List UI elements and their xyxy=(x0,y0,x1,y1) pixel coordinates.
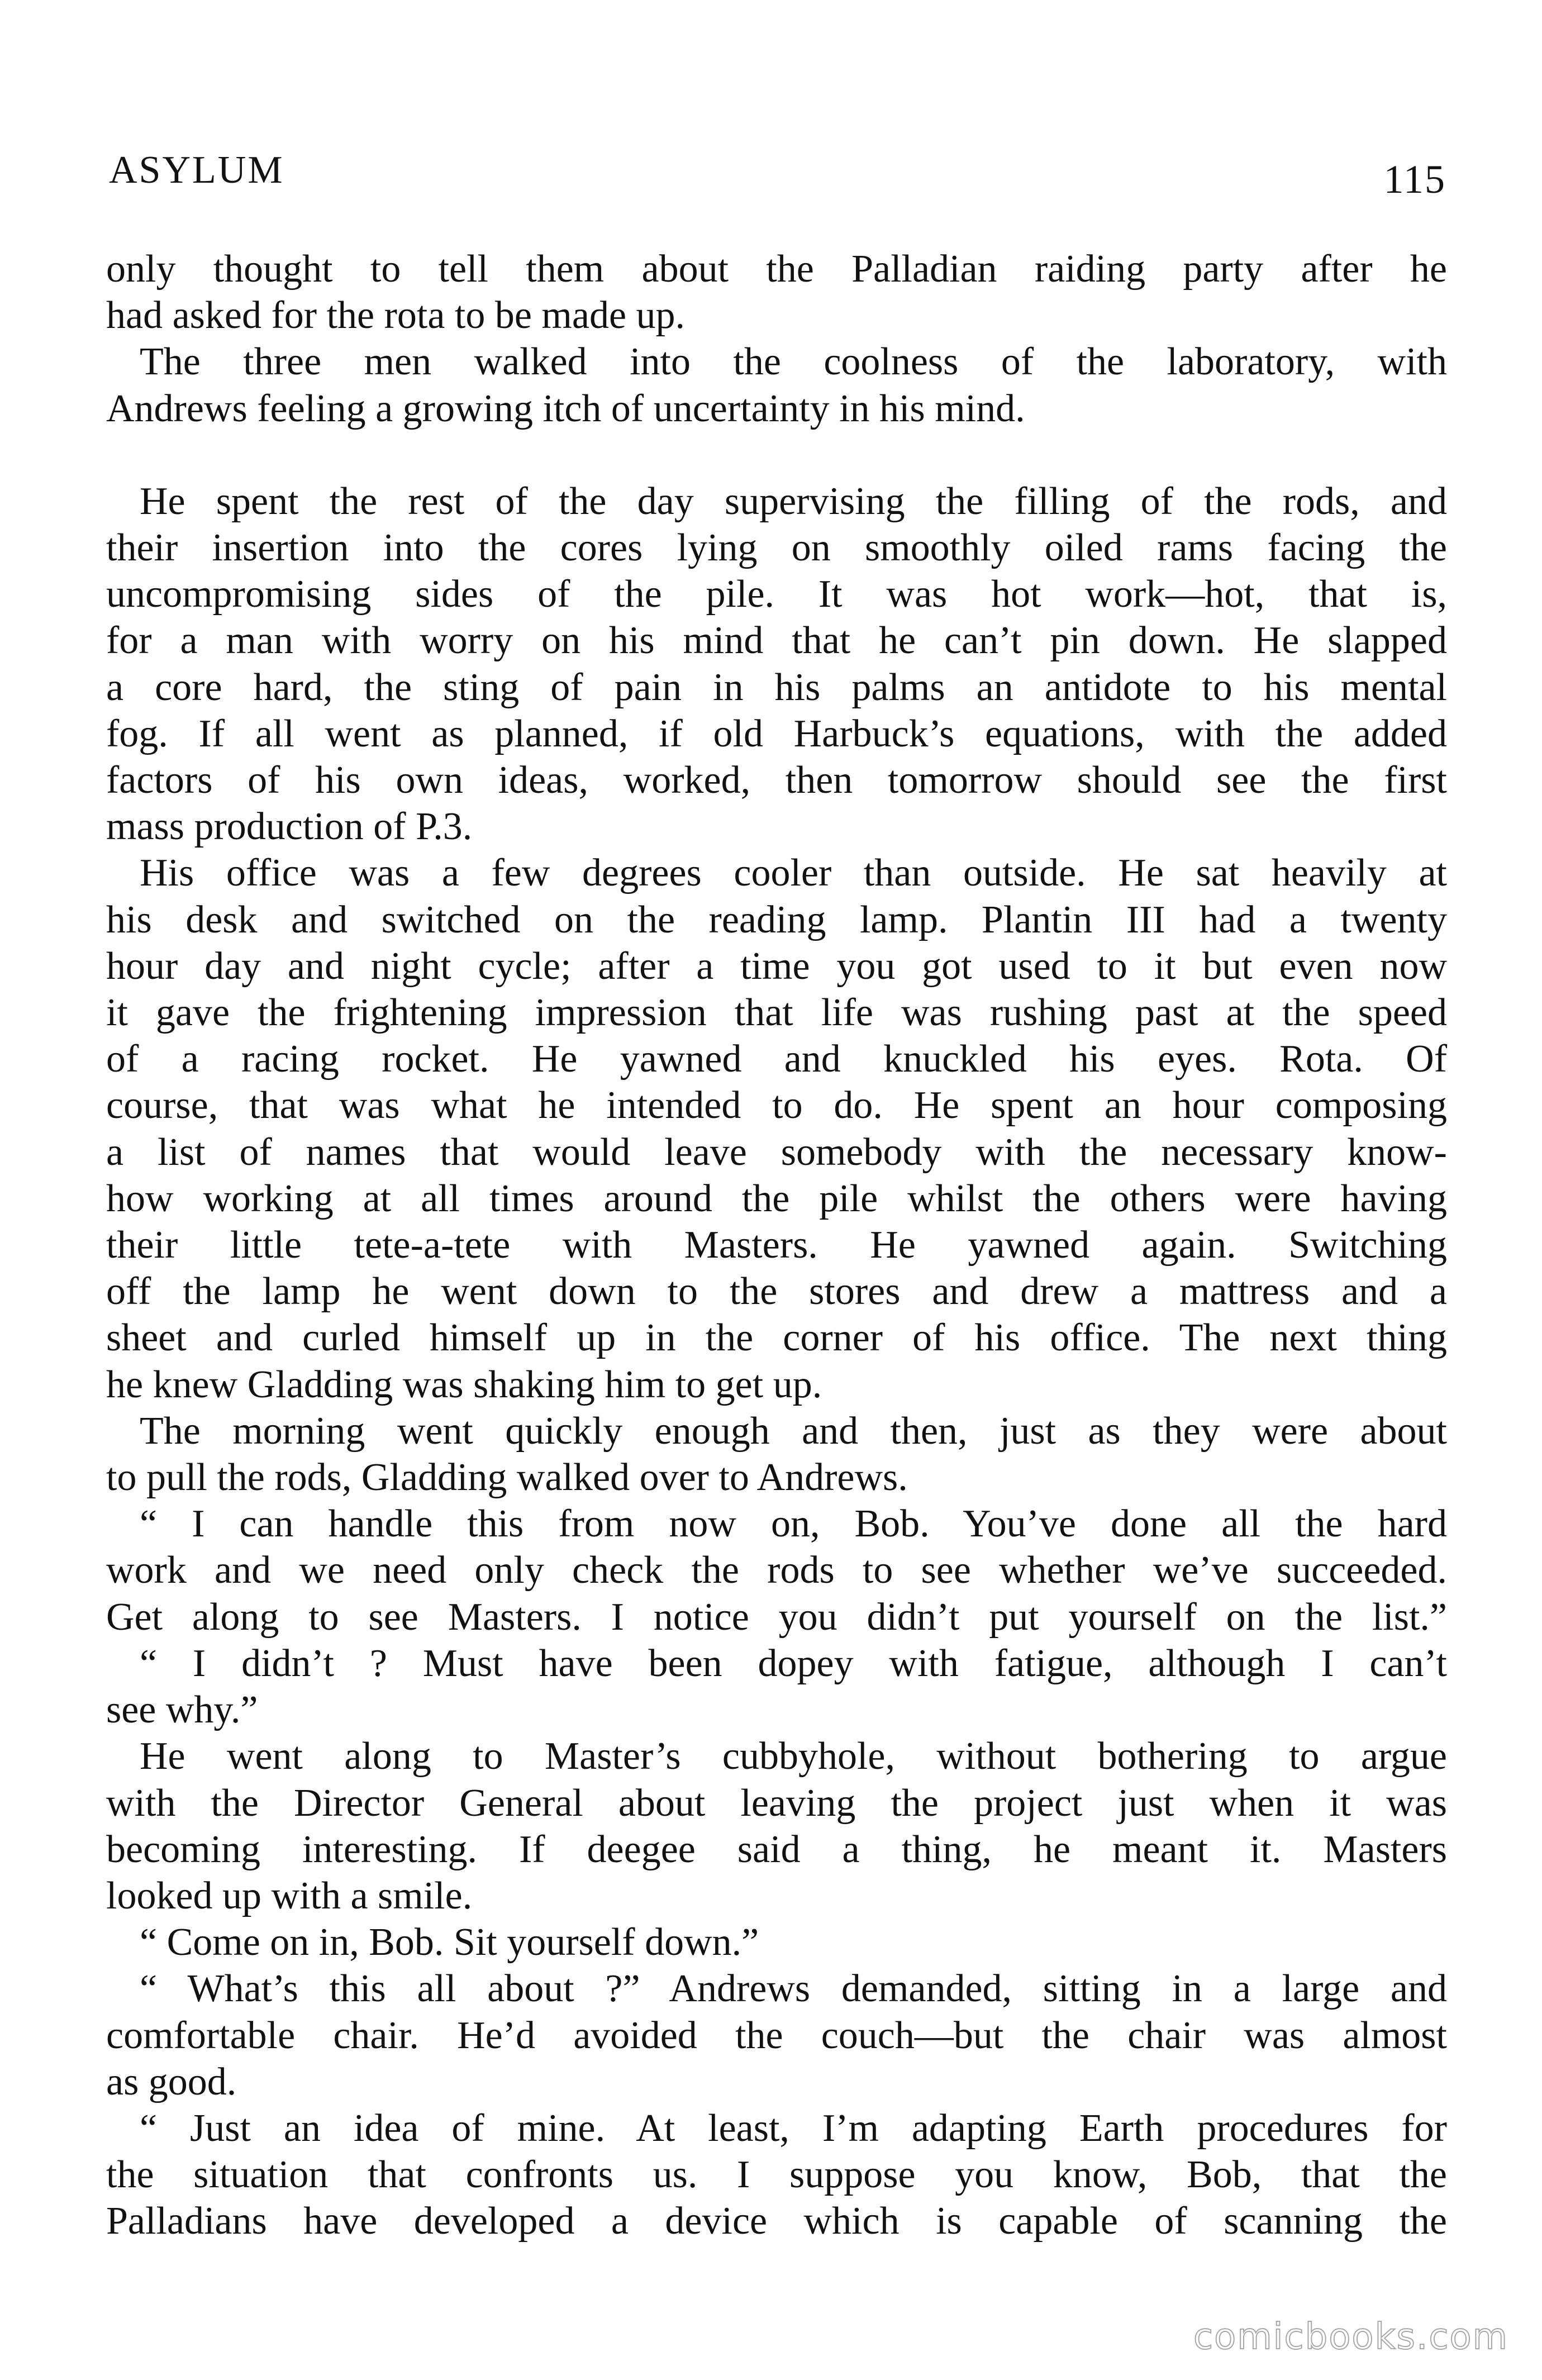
watermark: comicbooks.com xyxy=(1193,2316,1508,2358)
paragraph-line: sheet and curled himself up in the corner of his office. The next thing xyxy=(106,1316,1447,1360)
paragraph-line: factors of his own ideas, worked, then tomorrow should see the first xyxy=(106,759,1447,802)
paragraph-line: “ What’s this all about ?” Andrews demanded, sitting in a large and xyxy=(140,1967,1447,2011)
page-number: 115 xyxy=(1383,157,1446,202)
paragraph-line: off the lamp he went down to the stores and drew a mattress and a xyxy=(106,1270,1447,1313)
paragraph-line: with the Director General about leaving the project just when it was xyxy=(106,1781,1447,1825)
paragraph-line: “ Come on in, Bob. Sit yourself down.” xyxy=(140,1921,759,1964)
running-head: ASYLUM xyxy=(109,149,284,192)
paragraph-line: Get along to see Masters. I notice you didn’t put yourself on the list.” xyxy=(106,1595,1447,1639)
paragraph-line: “ I can handle this from now on, Bob. You’ve done all the hard xyxy=(140,1502,1447,1546)
paragraph-line: mass production of P.3. xyxy=(106,805,473,849)
paragraph-line: their insertion into the cores lying on smoothly oiled rams facing the xyxy=(106,526,1447,570)
paragraph-line: only thought to tell them about the Palladian raiding party after he xyxy=(106,247,1447,291)
paragraph-line: “ I didn’t ? Must have been dopey with fatigue, although I can’t xyxy=(140,1641,1447,1685)
paragraph-line: to pull the rods, Gladding walked over to Andrews. xyxy=(106,1456,908,1500)
paragraph-line: he knew Gladding was shaking him to get up. xyxy=(106,1363,822,1406)
paragraph-line: his desk and switched on the reading lamp. Plantin III had a twenty xyxy=(106,898,1447,941)
paragraph-line: hour day and night cycle; after a time you got used to it but even now xyxy=(106,944,1447,988)
paragraph-line: Andrews feeling a growing itch of uncertainty in his mind. xyxy=(106,387,1025,430)
paragraph-line: He spent the rest of the day supervising the filling of the rods, and xyxy=(140,479,1447,523)
paragraph-line: Palladians have developed a device which is capable of scanning the xyxy=(106,2200,1447,2243)
paragraph-line: a list of names that would leave somebody with the necessary know- xyxy=(106,1130,1447,1174)
paragraph-line: their little tete-a-tete with Masters. He yawned again. Switching xyxy=(106,1224,1447,1267)
paragraph-line: how working at all times around the pile whilst the others were having xyxy=(106,1177,1447,1220)
paragraph-line: fog. If all went as planned, if old Harbuck’s equations, with the added xyxy=(106,712,1447,755)
paragraph-line: of a racing rocket. He yawned and knuckled his eyes. Rota. Of xyxy=(106,1037,1447,1081)
paragraph-line: work and we need only check the rods to see whether we’ve succeeded. xyxy=(106,1549,1447,1592)
paragraph-line: had asked for the rota to be made up. xyxy=(106,294,686,337)
paragraph-line: uncompromising sides of the pile. It was hot work—hot, that is, xyxy=(106,573,1447,616)
paragraph-line: as good. xyxy=(106,2060,237,2103)
paragraph-line: course, that was what he intended to do. He spent an hour composing xyxy=(106,1084,1447,1127)
paragraph-line: The three men walked into the coolness of the laboratory, with xyxy=(140,340,1447,384)
paragraph-line: His office was a few degrees cooler than outside. He sat heavily at xyxy=(140,851,1447,895)
paragraph-line: for a man with worry on his mind that he can’t pin down. He slapped xyxy=(106,619,1447,663)
paragraph-line: The morning went quickly enough and then, just as they were about xyxy=(140,1409,1447,1453)
paragraph-line: becoming interesting. If deegee said a thing, he meant it. Masters xyxy=(106,1827,1447,1871)
paragraph-line: “ Just an idea of mine. At least, I’m adapting Earth procedures for xyxy=(140,2106,1447,2150)
paragraph-line: see why.” xyxy=(106,1688,258,1732)
paragraph-line: it gave the frightening impression that life was rushing past at the speed xyxy=(106,991,1447,1035)
paragraph-line: a core hard, the sting of pain in his palms an antidote to his mental xyxy=(106,665,1447,709)
paragraph-line: comfortable chair. He’d avoided the couch—but the chair was almost xyxy=(106,2014,1447,2057)
paragraph-line: looked up with a smile. xyxy=(106,1874,473,1917)
body-text xyxy=(106,246,1447,2245)
paragraph-line: the situation that confronts us. I suppose you know, Bob, that the xyxy=(106,2153,1447,2197)
paragraph-line: He went along to Master’s cubbyhole, without bothering to argue xyxy=(140,1735,1447,1778)
